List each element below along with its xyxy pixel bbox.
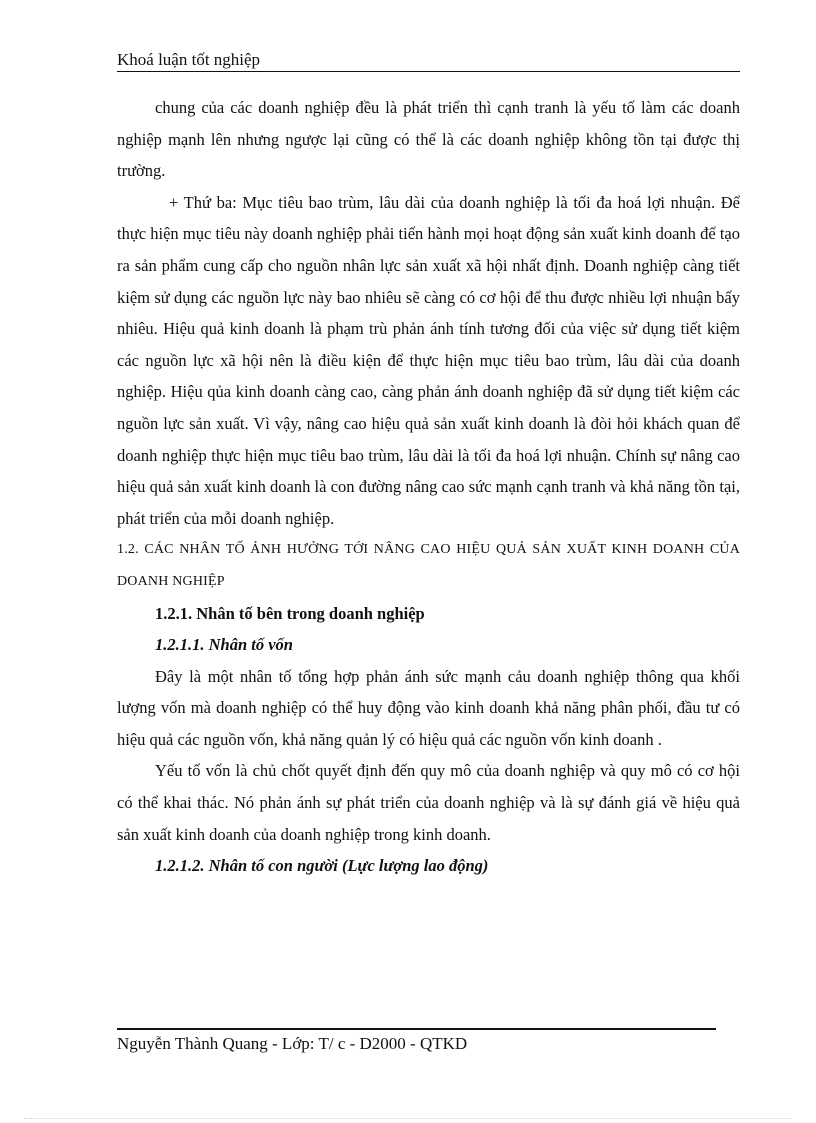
section-heading-1-2-1: 1.2.1. Nhân tố bên trong doanh nghiệp xyxy=(155,603,425,623)
footer-rule xyxy=(117,1028,716,1030)
page-bottom-border xyxy=(24,1118,792,1119)
section-heading-1-2: 1.2. CÁC NHÂN TỐ ẢNH HƯỞNG TỚI NÂNG CAO HIỆU QUẢ SẢN XUẤT KINH DOANH CỦA DOANH NGHIỆP xyxy=(117,542,740,589)
section-heading-1-2-1-1: 1.2.1.1. Nhân tố vốn xyxy=(155,635,293,655)
paragraph-objective-three: + Thứ ba: Mục tiêu bao trùm, lâu dài của doanh nghiệp là tối đa hoá lợi nhuận. Để thực hiện mục tiêu này doanh nghiệp phải tiến hành mọi hoạt động sản xuất kinh doanh để tạo ra sản phẩm cung cấp cho nguồn nhân lực sản xuất xã hội nhất định. Doanh nghiệp càng tiết kiệm sử dụng các nguồn lực này bao nhiêu sẽ càng có cơ hội để thu được nhiều lợi nhuận bấy nhiêu. Hiệu quả kinh doanh là phạm trù phản ánh tính tương đối của việc sử dụng tiết kiệm các nguồn lực xã hội nên là điều kiện để thực hiện mục tiêu bao trùm, lâu dài của doanh nghiệp. Hiệu qủa kinh doanh càng cao, càng phản ánh doanh nghiệp đã sử dụng tiết kiệm các nguồn lực sản xuất. Vì vậy, nâng cao hiệu quả sản xuất kinh doanh là đòi hỏi khách quan để doanh nghiệp thực hiện mục tiêu bao trùm, lâu dài là tối đa hoá lợi nhuận. Chính sự nâng cao hiệu quả sản xuất kinh doanh là con đường nâng cao sức mạnh cạnh tranh và khả năng tồn tại, phát triển của mỗi doanh nghiệp. xyxy=(117,192,740,528)
paragraph-capital-1: Đây là một nhân tố tổng hợp phản ánh sức mạnh cảu doanh nghiệp thông qua khối lượng vốn mà doanh nghiệp có thể huy động vào kinh doanh khả năng phân phối, đầu tư có hiệu quả các nguồn vốn, khả năng quản lý có hiệu quả các nguồn vốn kinh doanh . xyxy=(117,666,740,749)
section-heading-1-2-1-2: 1.2.1.2. Nhân tố con người (Lực lượng lao động) xyxy=(155,856,489,876)
body-text xyxy=(117,92,740,882)
page-footer: Nguyễn Thành Quang - Lớp: T/ c - D2000 - QTKD xyxy=(117,1034,468,1053)
paragraph-capital-2: Yếu tố vốn là chủ chốt quyết định đến quy mô của doanh nghiệp và quy mô có cơ hội có thể khai thác. Nó phản ánh sự phát triển của doanh nghiệp và là sự đánh giá về hiệu quả sản xuất kinh doanh của doanh nghiệp trong kinh doanh. xyxy=(117,761,740,844)
page-header: Khoá luận tốt nghiệp xyxy=(117,50,740,72)
paragraph-continuation: chung của các doanh nghiệp đều là phát triển thì cạnh tranh là yếu tố làm các doanh nghiệp mạnh lên nhưng ngược lại cũng có thể là các doanh nghiệp không tồn tại được thị trường. xyxy=(117,98,740,181)
